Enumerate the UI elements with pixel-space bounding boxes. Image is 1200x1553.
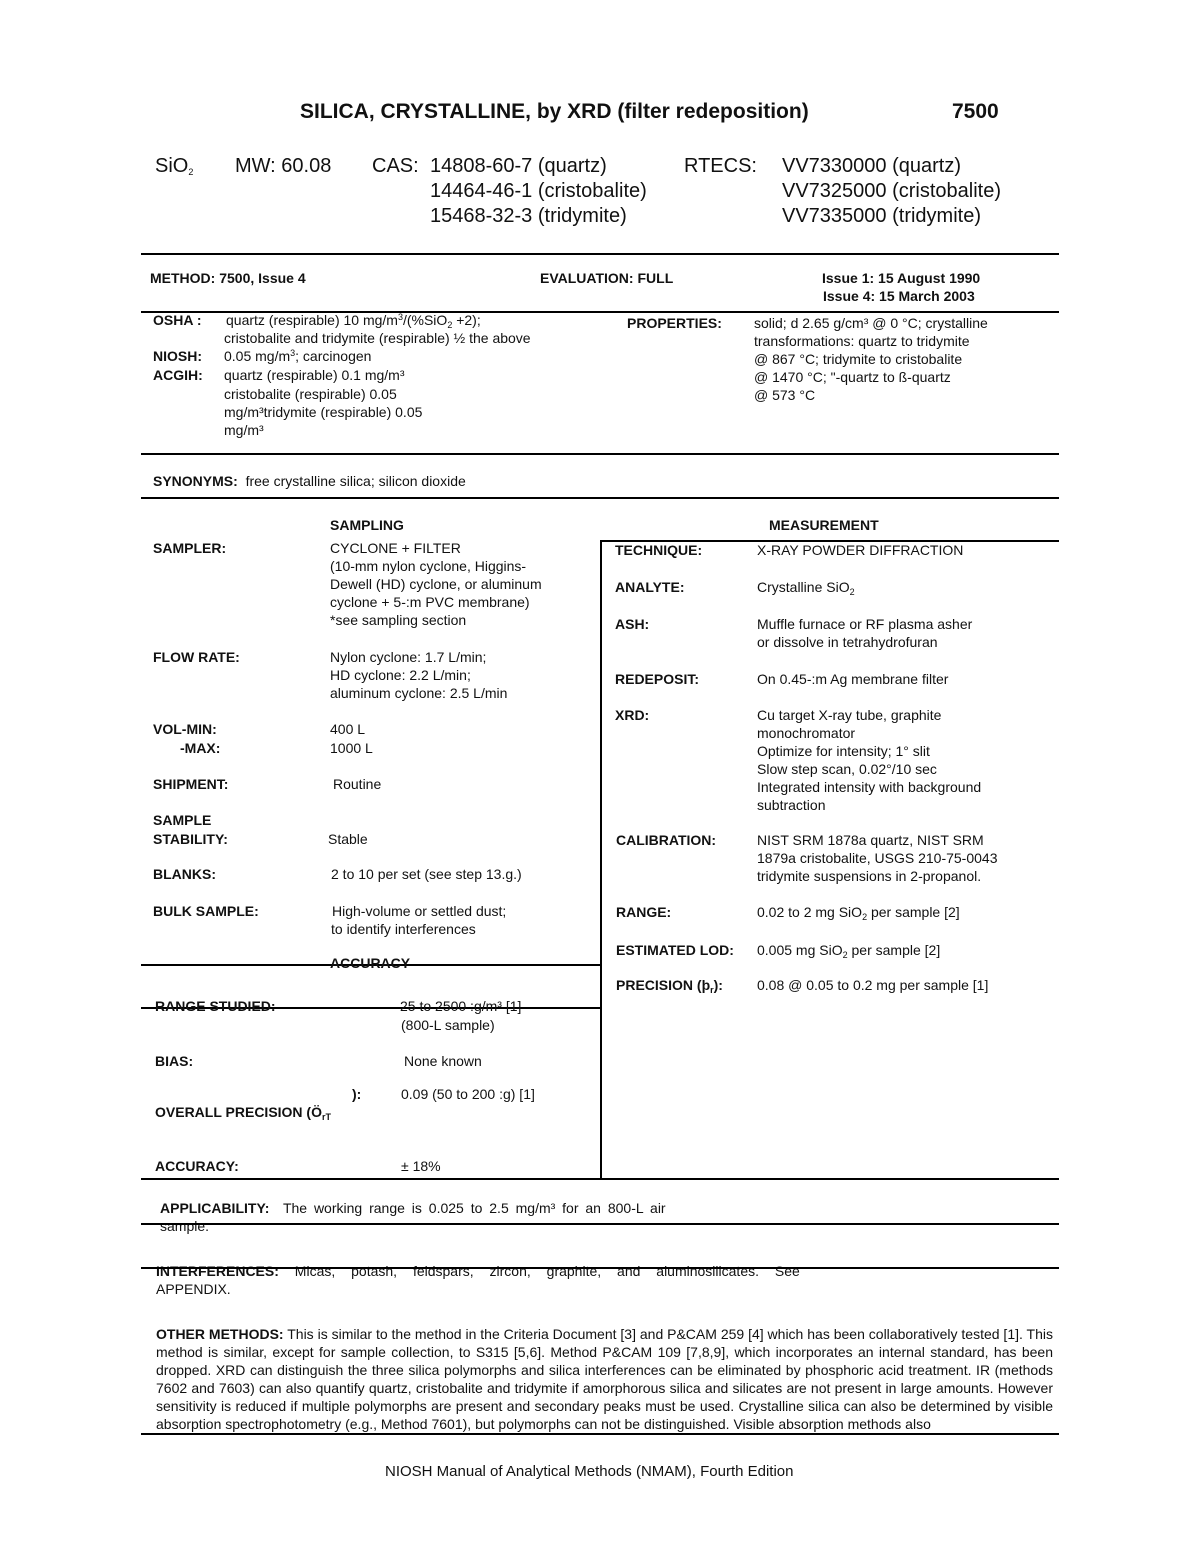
range-text-b: per sample [2] xyxy=(867,904,960,920)
cas-line-2: 14464-46-1 (cristobalite) xyxy=(430,180,647,202)
sampler-line-5: *see sampling section xyxy=(330,612,467,628)
sampler-line-2: (10-mm nylon cyclone, Higgins- xyxy=(330,558,527,574)
lod-value xyxy=(757,941,940,959)
synonyms xyxy=(153,472,466,490)
vol-min-label: VOL-MIN: xyxy=(153,721,217,737)
rtecs-line-1: VV7330000 (quartz) xyxy=(782,155,962,177)
range-value xyxy=(757,903,960,921)
synonyms-label: SYNONYMS: xyxy=(153,473,238,489)
properties-line-2: transformations: quartz to tridymite xyxy=(754,333,970,349)
formula-text: SiO xyxy=(155,155,189,177)
xrd-line-6: subtraction xyxy=(757,797,826,813)
osha-text-b: /(%SiO xyxy=(402,312,448,328)
stability-value: Stable xyxy=(328,831,368,847)
applicability xyxy=(160,1199,666,1217)
applicability-label: APPLICABILITY: xyxy=(160,1200,270,1216)
niosh-value xyxy=(224,347,371,365)
properties-line-3: @ 867 °C; tridymite to cristobalite xyxy=(754,351,963,367)
properties-line-5: @ 573 °C xyxy=(754,387,816,403)
rule-column-divider xyxy=(600,540,602,1178)
calibration-label: CALIBRATION: xyxy=(616,832,717,848)
osha-text-a: quartz (respirable) 10 mg/m xyxy=(226,312,398,328)
synonyms-text: free crystalline silica; silicon dioxide xyxy=(245,473,466,489)
lod-text-b: per sample [2] xyxy=(847,942,941,958)
accuracy-value: ± 18% xyxy=(401,1158,441,1174)
osha-subscript: 2 xyxy=(447,320,453,330)
flow-rate-label: FLOW RATE: xyxy=(153,649,240,665)
xrd-label: XRD: xyxy=(615,707,650,723)
accuracy-label: ACCURACY: xyxy=(155,1158,239,1174)
rtecs-line-3: VV7335000 (tridymite) xyxy=(782,205,981,227)
properties-line-4: @ 1470 °C; "-quartz to ß-quartz xyxy=(754,369,951,385)
issue-4-date: Issue 4: 15 March 2003 xyxy=(823,288,975,304)
xrd-line-3: Optimize for intensity; 1° slit xyxy=(757,743,930,759)
calibration-line-2: 1879a cristobalite, USGS 210-75-0043 xyxy=(757,850,998,866)
method-number: 7500 xyxy=(952,100,999,123)
xrd-line-4: Slow step scan, 0.02°/10 sec xyxy=(757,761,937,777)
range-label: RANGE: xyxy=(616,904,672,920)
bias-label: BIAS: xyxy=(155,1053,194,1069)
shipment-label: SHIPMENT: xyxy=(153,776,229,792)
interferences-text: Micas, potash, feldspars, zircon, graphite, and aluminosilicates. See xyxy=(294,1263,800,1279)
acgih-line-4: mg/m³ xyxy=(224,422,264,438)
range-text-a: 0.02 to 2 mg SiO xyxy=(757,904,863,920)
bulk-sample-line-1: High-volume or settled dust; xyxy=(332,903,507,919)
analyte-label: ANALYTE: xyxy=(615,579,685,595)
range-subscript: 2 xyxy=(862,912,868,922)
cas-line-3: 15468-32-3 (tridymite) xyxy=(430,205,627,227)
niosh-text: 0.05 mg/m xyxy=(224,348,291,364)
xrd-line-2: monochromator xyxy=(757,725,856,741)
analyte-value xyxy=(757,578,855,596)
molecular-weight: MW: 60.08 xyxy=(235,155,332,177)
bias-value: None known xyxy=(404,1053,482,1069)
measurement-heading: MEASUREMENT xyxy=(769,517,879,533)
rule-synonyms xyxy=(141,497,1059,499)
rule-top xyxy=(141,253,1059,255)
precision-subscript: r xyxy=(710,985,714,995)
rule-other-methods xyxy=(141,1433,1059,1435)
overall-precision-subscript: rT xyxy=(321,1112,331,1122)
acgih-label: ACGIH: xyxy=(153,367,203,383)
range-studied-line-1: 25 to 2500 :g/m³ [1] xyxy=(400,998,522,1014)
formula-subscript: 2 xyxy=(188,167,194,177)
vol-min-value: 400 L xyxy=(330,721,366,737)
xrd-line-5: Integrated intensity with background xyxy=(757,779,982,795)
flow-rate-line-3: aluminum cyclone: 2.5 L/min xyxy=(330,685,508,701)
sampling-heading: SAMPLING xyxy=(330,517,404,533)
rule-table-bottom xyxy=(141,1178,1059,1180)
rtecs-label: RTECS: xyxy=(684,155,757,177)
niosh-superscript: 3 xyxy=(290,348,296,358)
overall-precision-close: ): xyxy=(352,1086,362,1102)
sampler-label: SAMPLER: xyxy=(153,540,227,556)
xrd-line-1: Cu target X-ray tube, graphite xyxy=(757,707,942,723)
applicability-line-2: sample. xyxy=(160,1218,210,1234)
stability-label-1: SAMPLE xyxy=(153,812,212,828)
blanks-value: 2 to 10 per set (see step 13.g.) xyxy=(331,866,522,882)
acgih-line-3: mg/m³tridymite (respirable) 0.05 xyxy=(224,404,423,420)
other-methods-text: This is similar to the method in the Criteria Document [3] and P&CAM 259 [4] which has been collaboratively tested [1]. This method is similar, except for sample collection, to S315 [5,6]. Method P&CAM 109 [7,8,9], which incorporates an internal standard, has been dropped. XRD can distinguish the three silica polymorphs and silica interferences can be eliminated by phosphoric acid treatment. IR (methods 7602 and 7603) can also quantify quartz, cristobalite and tridymite if amorphorous silica and silicates are not present in large amounts. However sensitivity is reduced if multiple polymorphs are present and secondary peaks must be used. Crystalline silica can also be determined by visible absorption spectrophotometry (e.g., Method 7601), but polymorphs can not be distinguished. Visible absorption methods also xyxy=(156,1326,1053,1432)
properties-line-1: solid; d 2.65 g/cm³ @ 0 °C; crystalline xyxy=(754,315,988,331)
rtecs-line-2: VV7325000 (cristobalite) xyxy=(782,180,1002,202)
vol-max-value: 1000 L xyxy=(330,740,373,756)
lod-text-a: 0.005 mg SiO xyxy=(757,942,843,958)
calibration-line-1: NIST SRM 1878a quartz, NIST SRM xyxy=(757,832,984,848)
shipment-value: Routine xyxy=(333,776,382,792)
sampler-line-4: cyclone + 5-:m PVC membrane) xyxy=(330,594,530,610)
sampler-line-1: CYCLONE + FILTER xyxy=(330,540,461,556)
precision-value: 0.08 @ 0.05 to 0.2 mg per sample [1] xyxy=(757,977,989,993)
lod-subscript: 2 xyxy=(842,950,848,960)
bulk-sample-line-2: to identify interferences xyxy=(331,921,476,937)
niosh-text-2: ; carcinogen xyxy=(295,348,372,364)
precision-label xyxy=(616,976,723,994)
redeposit-label: REDEPOSIT: xyxy=(615,671,700,687)
blanks-label: BLANKS: xyxy=(153,866,216,882)
range-studied-line-2: (800-L sample) xyxy=(401,1017,495,1033)
rule-interferences xyxy=(141,1267,1059,1269)
analyte-text: Crystalline SiO xyxy=(757,579,850,595)
interferences-line-2: APPENDIX. xyxy=(156,1281,231,1297)
ash-line-1: Muffle furnace or RF plasma asher xyxy=(757,616,973,632)
technique-value: X-RAY POWDER DIFFRACTION xyxy=(757,542,964,558)
overall-precision-text: OVERALL PRECISION (Ö xyxy=(155,1104,322,1120)
overall-precision-value: 0.09 (50 to 200 :g) [1] xyxy=(401,1086,535,1102)
range-studied-label: RANGE STUDIED: xyxy=(155,998,276,1014)
cas-label: CAS: xyxy=(372,155,419,177)
vol-max-label: -MAX: xyxy=(180,740,221,756)
lod-label: ESTIMATED LOD: xyxy=(616,942,734,958)
osha-superscript: 3 xyxy=(397,312,403,322)
osha-line-2: cristobalite and tridymite (respirable) ½ the above xyxy=(224,330,531,346)
bulk-sample-label: BULK SAMPLE: xyxy=(153,903,259,919)
ash-label: ASH: xyxy=(615,616,650,632)
cas-line-1: 14808-60-7 (quartz) xyxy=(430,155,607,177)
osha-label: OSHA : xyxy=(153,312,202,328)
analyte-subscript: 2 xyxy=(849,587,855,597)
rule-exposure xyxy=(141,453,1059,455)
applicability-text: The working range is 0.025 to 2.5 mg/m³ for an 800-L air xyxy=(282,1200,666,1216)
redeposit-value: On 0.45-:m Ag membrane filter xyxy=(757,671,949,687)
properties-label: PROPERTIES: xyxy=(627,315,722,331)
precision-close: ): xyxy=(713,977,723,993)
osha-text-c: +2); xyxy=(452,312,481,328)
acgih-line-2: cristobalite (respirable) 0.05 xyxy=(224,386,397,402)
osha-line-1 xyxy=(226,311,481,329)
evaluation: EVALUATION: FULL xyxy=(540,270,674,286)
method-issue: METHOD: 7500, Issue 4 xyxy=(150,270,306,286)
flow-rate-line-1: Nylon cyclone: 1.7 L/min; xyxy=(330,649,487,665)
ash-line-2: or dissolve in tetrahydrofuran xyxy=(757,634,938,650)
overall-precision-label xyxy=(155,1103,331,1121)
page-footer: NIOSH Manual of Analytical Methods (NMAM), Fourth Edition xyxy=(385,1463,794,1480)
technique-label: TECHNIQUE: xyxy=(615,542,703,558)
interferences-label: INTERFERENCES: xyxy=(156,1263,279,1279)
rule-applicability xyxy=(141,1223,1059,1225)
chemical-formula xyxy=(155,155,193,178)
issue-1-date: Issue 1: 15 August 1990 xyxy=(822,270,981,286)
page-title: SILICA, CRYSTALLINE, by XRD (filter redeposition) xyxy=(300,100,809,123)
flow-rate-line-2: HD cyclone: 2.2 L/min; xyxy=(330,667,471,683)
sampler-line-3: Dewell (HD) cyclone, or aluminum xyxy=(330,576,542,592)
precision-text: PRECISION (þ xyxy=(616,977,711,993)
interferences xyxy=(156,1262,800,1280)
niosh-label: NIOSH: xyxy=(153,348,202,364)
stability-label-2: STABILITY: xyxy=(153,831,228,847)
accuracy-heading: ACCURACY xyxy=(330,955,411,971)
acgih-line-1: quartz (respirable) 0.1 mg/m³ xyxy=(224,367,405,383)
other-methods-label: OTHER METHODS: xyxy=(156,1326,284,1342)
calibration-line-3: tridymite suspensions in 2-propanol. xyxy=(757,868,982,884)
